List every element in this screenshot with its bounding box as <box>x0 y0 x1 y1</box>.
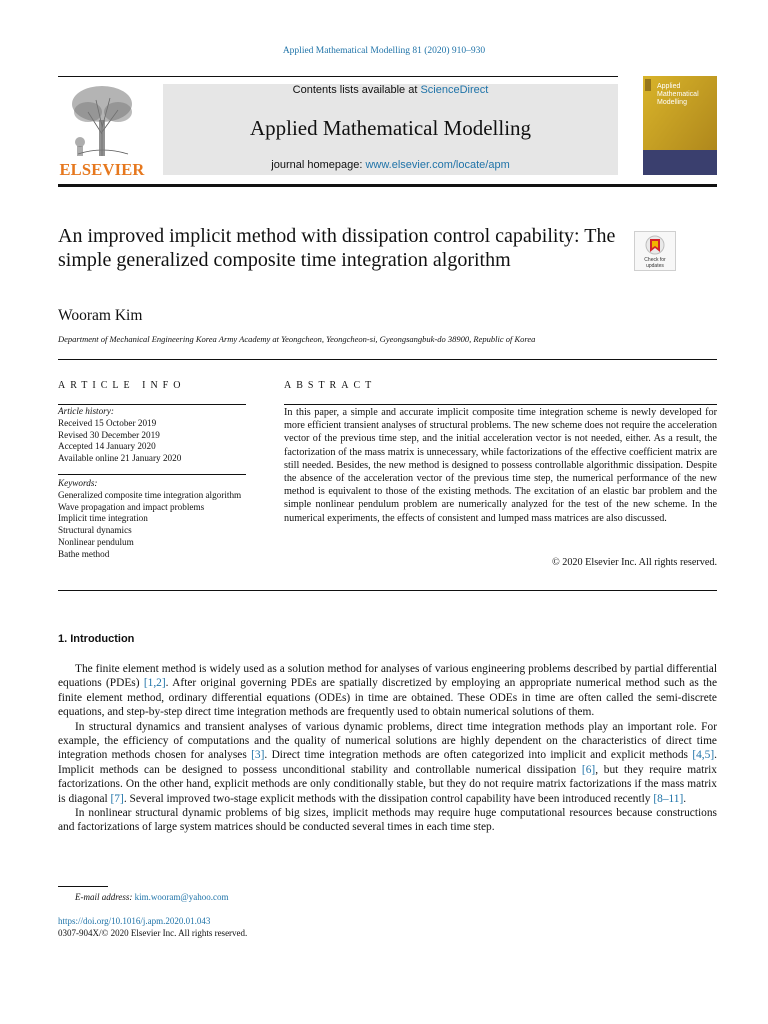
citation-link[interactable]: [1,2] <box>143 677 166 690</box>
svg-text:updates: updates <box>646 263 664 269</box>
text-run: . After original governing PDEs are spatially discretized by employing an appropriate numerical method such as the finite element method, ordinary differential equations (ODEs) in time are obtained. These ODEs in time are often called the semi-discrete equations, and step-by-step direct time integration methods are frequently used to obtain numerical solutions of them. <box>58 677 718 719</box>
email-footnote <box>75 892 228 902</box>
article-title: An improved implicit method with dissipation control capability: The simple generalized composite time integration algorithm <box>58 225 616 271</box>
contents-line <box>163 84 618 96</box>
section-rule <box>58 590 717 591</box>
paragraph-2 <box>58 720 717 806</box>
email-link[interactable]: kim.wooram@yahoo.com <box>134 892 229 902</box>
header-rule <box>58 76 618 77</box>
history-label: Article history: <box>58 406 114 416</box>
cover-title-line-3: Modelling <box>657 99 687 106</box>
history-received: Received 15 October 2019 <box>58 417 157 428</box>
keyword-item: Structural dynamics <box>58 525 132 536</box>
citation-link[interactable]: [4,5] <box>692 749 715 762</box>
article-info-rule <box>58 404 246 405</box>
email-label: E-mail address: <box>75 892 135 902</box>
cover-title-line-2: Mathematical <box>657 91 699 98</box>
text-run: . Direct time integration methods are often categorized into implicit and explicit methods <box>264 749 693 762</box>
history-accepted: Accepted 14 January 2020 <box>58 441 156 452</box>
author-affiliation: Department of Mechanical Engineering Korea Army Academy at Yeongcheon, Yeongcheon-si, Gyeongsangbuk-do 38900, Republic of Korea <box>58 334 536 344</box>
svg-text:Check for: Check for <box>644 257 666 263</box>
check-for-updates-button[interactable] <box>634 231 676 271</box>
issn-line: 0307-904X/© 2020 Elsevier Inc. All rights reserved. <box>58 928 248 938</box>
article-history <box>58 406 248 465</box>
article-info-heading: ARTICLE INFO <box>58 380 186 391</box>
author-name: Wooram Kim <box>58 307 143 324</box>
citation-link[interactable]: [7] <box>110 792 124 805</box>
text-run: The finite element method is widely used as a solution method for analyses of various engineering problems described by partial differential equations (PDEs) <box>58 663 717 690</box>
elsevier-wordmark: ELSEVIER <box>59 160 145 179</box>
sciencedirect-link[interactable]: ScienceDirect <box>420 84 489 96</box>
keywords-rule <box>58 474 246 475</box>
text-run: . Implicit methods can be designed to possess unconditional stability and controllable numerical dissipation <box>58 749 717 776</box>
paragraph-1 <box>58 662 717 720</box>
journal-citation[interactable]: Applied Mathematical Modelling 81 (2020) 910–930 <box>282 46 486 56</box>
journal-title: Applied Mathematical Modelling <box>249 116 532 140</box>
section-rule <box>58 359 717 360</box>
keyword-item: Nonlinear pendulum <box>58 536 134 547</box>
keyword-item: Implicit time integration <box>58 513 148 524</box>
history-online: Available online 21 January 2020 <box>58 453 182 464</box>
citation-link[interactable]: [6] <box>581 763 596 776</box>
abstract-text: In this paper, a simple and accurate implicit composite time integration scheme is newly developed for more efficient transient analyses of structural problems. The new scheme does not require the acceleration vector of the previous time step, and the initial acceleration vector is not needed, either. As a result, the factorization of the mass matrix is unnecessary, while factorizations of the effective coefficient matrix are still needed. Besides, the new method is designed to possess controllable algorithmic dissipation. Despite the absence of the acceleration vector of the previous time step, the numerical performance of the new method is equivalent to those of the existing methods. The excitation of an elastic bar problem and the simple nonlinear pendulum problem are numerically analyzed for the test of the new scheme. In the numerical experiments, the effects of consistent and lumped mass matrices are also discussed. <box>284 407 717 524</box>
keywords-label: Keywords: <box>58 478 98 488</box>
keyword-item: Wave propagation and impact problems <box>58 501 205 512</box>
text-run: , but they require matrix factorizations. On the other hand, explicit methods are only conditionally stable, but they do not require matrix factorizations if the mass matrix is diagonal <box>58 763 717 805</box>
paragraph-3: In nonlinear structural dynamic problems of big sizes, implicit methods may require huge computational resources because constructions and factorizations of large system matrices should be conducted several times in each time step. <box>58 807 717 834</box>
check-updates-icon <box>635 232 675 270</box>
journal-cover[interactable] <box>643 76 717 175</box>
introduction-body <box>58 662 717 835</box>
introduction-heading: 1. Introduction <box>58 633 135 645</box>
text-run: . Several improved two-stage explicit methods with the dissipation control capability have been introduced recently <box>123 792 654 805</box>
keywords-list <box>58 478 248 561</box>
abstract-copyright: © 2020 Elsevier Inc. All rights reserved. <box>551 557 717 568</box>
abstract-heading: ABSTRACT <box>284 380 377 391</box>
doi-link[interactable]: https://doi.org/10.1016/j.apm.2020.01.043 <box>58 916 211 926</box>
homepage-line <box>163 159 618 171</box>
header-thick-rule <box>58 184 717 187</box>
abstract-rule <box>284 404 717 405</box>
footnote-rule <box>58 886 108 887</box>
cover-title-line-1: Applied <box>657 83 681 90</box>
citation-link[interactable]: [8–11] <box>653 792 684 805</box>
keyword-item: Bathe method <box>58 548 110 559</box>
homepage-link[interactable]: www.elsevier.com/locate/apm <box>365 159 510 171</box>
keyword-item: Generalized composite time integration algorithm <box>58 489 242 500</box>
history-revised: Revised 30 December 2019 <box>58 429 160 440</box>
contents-prefix: Contents lists available at <box>292 84 421 96</box>
citation-link[interactable]: [3] <box>251 749 265 762</box>
text-run: In structural dynamics and transient analyses of various dynamic problems, direct time integration methods play an important role. For example, the efficiency of computations and the quality of numerical solutions are highly dependent on the characteristics of direct time integration methods chosen for analyses <box>58 720 717 762</box>
text-run: . <box>683 792 687 805</box>
homepage-prefix: journal homepage: <box>271 159 366 171</box>
